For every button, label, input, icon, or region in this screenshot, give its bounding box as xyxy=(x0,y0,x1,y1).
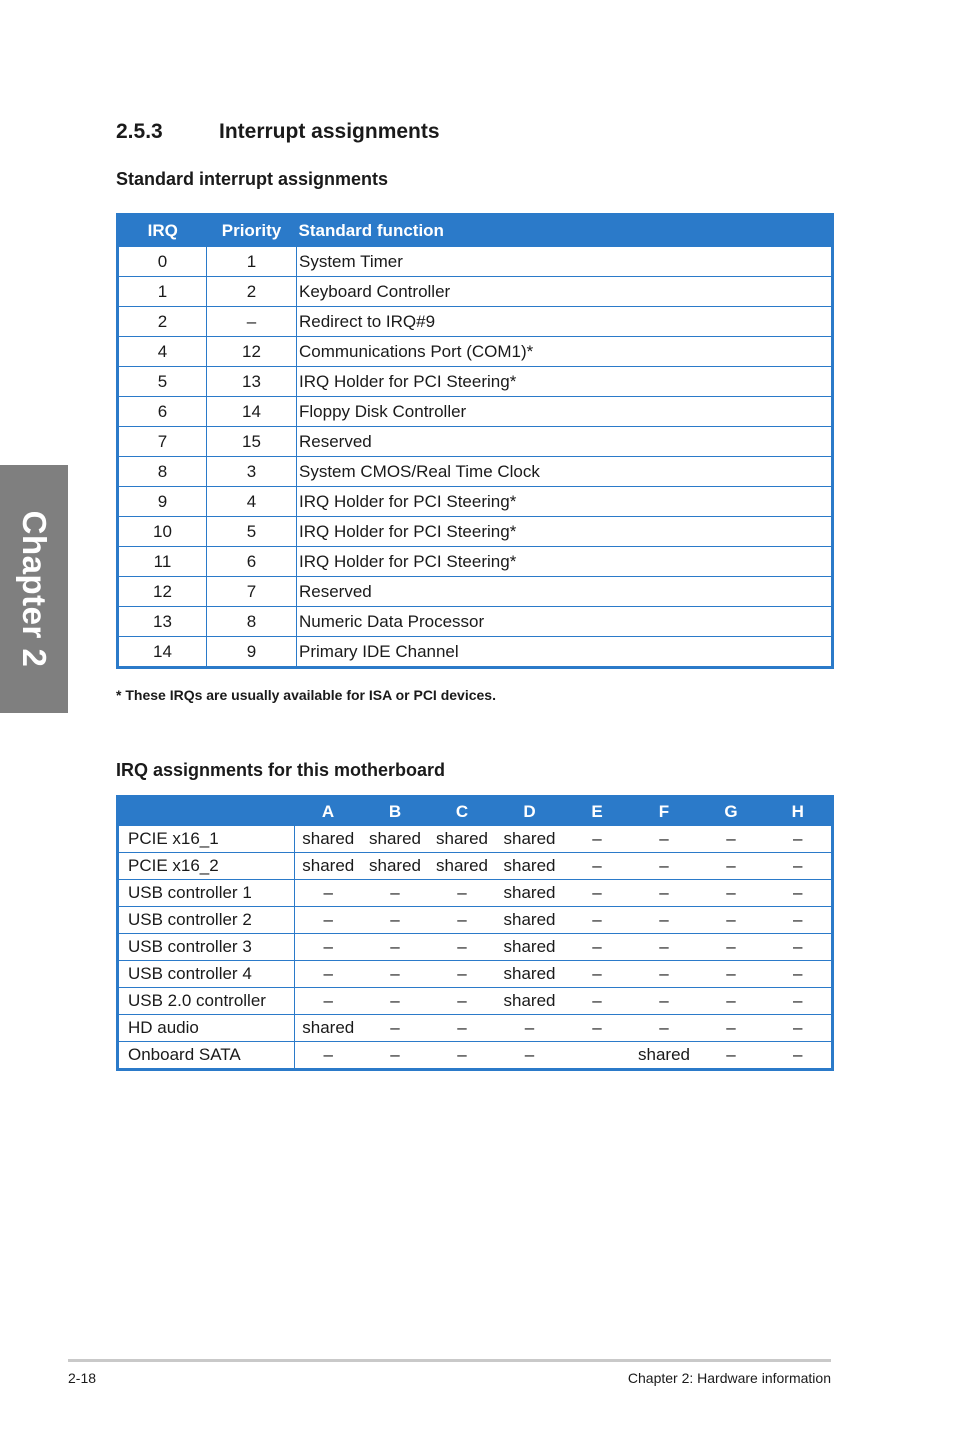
irq-cell: 9 xyxy=(118,487,207,517)
assignment-cell: – xyxy=(362,988,429,1015)
motherboard-heading: IRQ assignments for this motherboard xyxy=(116,760,446,780)
assignment-cell: shared xyxy=(429,853,496,880)
table-row xyxy=(118,853,833,880)
assignment-cell: – xyxy=(295,934,362,961)
assignment-cell: shared xyxy=(362,826,429,853)
table-row xyxy=(118,247,833,277)
table-row xyxy=(118,961,833,988)
irq-cell: 2 xyxy=(118,307,207,337)
device-cell: USB controller 2 xyxy=(118,907,295,934)
priority-cell: 1 xyxy=(207,247,297,277)
function-cell: System CMOS/Real Time Clock xyxy=(297,457,833,487)
function-cell: Redirect to IRQ#9 xyxy=(297,307,833,337)
page-number: 2-18 xyxy=(68,1370,97,1386)
priority-cell: 15 xyxy=(207,427,297,457)
assignment-cell: – xyxy=(631,880,698,907)
assignment-cell: – xyxy=(295,961,362,988)
assignment-cell: – xyxy=(496,1042,564,1070)
table-row xyxy=(118,988,833,1015)
column-header: F xyxy=(631,797,698,826)
assignment-cell: – xyxy=(698,880,765,907)
assignment-cell: – xyxy=(564,961,631,988)
table-row xyxy=(118,577,833,607)
assignment-cell: – xyxy=(429,988,496,1015)
assignment-cell: – xyxy=(631,826,698,853)
column-header: Standard function xyxy=(297,215,833,247)
assignment-cell: – xyxy=(429,1042,496,1070)
assignment-cell: – xyxy=(362,961,429,988)
assignment-cell: – xyxy=(429,880,496,907)
irq-cell: 5 xyxy=(118,367,207,397)
chapter-tab xyxy=(0,465,68,713)
table-row xyxy=(118,1015,833,1042)
section-number: 2.5.3 xyxy=(116,120,163,143)
assignment-cell: – xyxy=(698,907,765,934)
assignment-cell: – xyxy=(295,988,362,1015)
priority-cell: – xyxy=(207,307,297,337)
assignment-cell: – xyxy=(362,1015,429,1042)
irq-cell: 11 xyxy=(118,547,207,577)
section-title xyxy=(116,120,440,144)
assignment-cell: – xyxy=(765,934,833,961)
assignment-cell: – xyxy=(564,1015,631,1042)
section-title-text: Interrupt assignments xyxy=(219,120,440,143)
priority-cell: 8 xyxy=(207,607,297,637)
irq-cell: 14 xyxy=(118,637,207,668)
table-row xyxy=(118,607,833,637)
function-cell: IRQ Holder for PCI Steering* xyxy=(297,517,833,547)
priority-cell: 12 xyxy=(207,337,297,367)
priority-cell: 14 xyxy=(207,397,297,427)
assignment-cell: – xyxy=(429,1015,496,1042)
assignment-cell: – xyxy=(698,988,765,1015)
assignment-cell: – xyxy=(295,880,362,907)
standard-heading: Standard interrupt assignments xyxy=(116,169,389,189)
assignment-cell: – xyxy=(765,880,833,907)
priority-cell: 7 xyxy=(207,577,297,607)
assignment-cell: – xyxy=(698,1042,765,1070)
assignment-cell: – xyxy=(698,826,765,853)
column-header: Priority xyxy=(207,215,297,247)
function-cell: Primary IDE Channel xyxy=(297,637,833,668)
priority-cell: 5 xyxy=(207,517,297,547)
motherboard-irq-table xyxy=(116,795,834,1071)
function-cell: IRQ Holder for PCI Steering* xyxy=(297,487,833,517)
table-row xyxy=(118,547,833,577)
column-header: D xyxy=(496,797,564,826)
column-header: G xyxy=(698,797,765,826)
assignment-cell: shared xyxy=(295,1015,362,1042)
assignment-cell: – xyxy=(564,934,631,961)
assignment-cell: – xyxy=(631,907,698,934)
function-cell: Numeric Data Processor xyxy=(297,607,833,637)
device-cell: HD audio xyxy=(118,1015,295,1042)
device-cell: Onboard SATA xyxy=(118,1042,295,1070)
priority-cell: 4 xyxy=(207,487,297,517)
table-row xyxy=(118,457,833,487)
assignment-cell: – xyxy=(631,1015,698,1042)
assignment-cell: shared xyxy=(295,826,362,853)
assignment-cell: – xyxy=(429,961,496,988)
device-cell: USB controller 1 xyxy=(118,880,295,907)
function-cell: IRQ Holder for PCI Steering* xyxy=(297,367,833,397)
assignment-cell: – xyxy=(496,1015,564,1042)
function-cell: Reserved xyxy=(297,577,833,607)
assignment-cell: shared xyxy=(429,826,496,853)
assignment-cell xyxy=(564,1042,631,1070)
function-cell: Floppy Disk Controller xyxy=(297,397,833,427)
column-header: B xyxy=(362,797,429,826)
assignment-cell: shared xyxy=(631,1042,698,1070)
assignment-cell: – xyxy=(429,907,496,934)
device-cell: PCIE x16_1 xyxy=(118,826,295,853)
function-cell: IRQ Holder for PCI Steering* xyxy=(297,547,833,577)
assignment-cell: – xyxy=(765,1042,833,1070)
column-header: C xyxy=(429,797,496,826)
chapter-tab-label: Chapter 2 xyxy=(16,510,53,668)
assignment-cell: – xyxy=(564,907,631,934)
table-row xyxy=(118,277,833,307)
assignment-cell: – xyxy=(765,853,833,880)
device-cell: USB controller 4 xyxy=(118,961,295,988)
function-cell: Reserved xyxy=(297,427,833,457)
assignment-cell: – xyxy=(765,907,833,934)
assignment-cell: – xyxy=(362,934,429,961)
standard-interrupt-table xyxy=(116,213,834,669)
assignment-cell: – xyxy=(698,853,765,880)
function-cell: System Timer xyxy=(297,247,833,277)
column-header xyxy=(118,797,295,826)
assignment-cell: – xyxy=(362,880,429,907)
device-cell: USB controller 3 xyxy=(118,934,295,961)
assignment-cell: – xyxy=(765,1015,833,1042)
irq-cell: 6 xyxy=(118,397,207,427)
assignment-cell: – xyxy=(765,826,833,853)
priority-cell: 13 xyxy=(207,367,297,397)
column-header: IRQ xyxy=(118,215,207,247)
table-row xyxy=(118,826,833,853)
table-row xyxy=(118,307,833,337)
assignment-cell: shared xyxy=(496,907,564,934)
assignment-cell: shared xyxy=(496,826,564,853)
irq-cell: 8 xyxy=(118,457,207,487)
assignment-cell: shared xyxy=(496,961,564,988)
irq-cell: 7 xyxy=(118,427,207,457)
priority-cell: 2 xyxy=(207,277,297,307)
column-header: A xyxy=(295,797,362,826)
table-row xyxy=(118,637,833,668)
footer-chapter: Chapter 2: Hardware information xyxy=(627,1370,831,1386)
assignment-cell: – xyxy=(698,961,765,988)
assignment-cell: – xyxy=(698,934,765,961)
assignment-cell: shared xyxy=(496,934,564,961)
assignment-cell: shared xyxy=(496,853,564,880)
assignment-cell: – xyxy=(564,880,631,907)
table-row xyxy=(118,907,833,934)
assignment-cell: shared xyxy=(496,988,564,1015)
table-row xyxy=(118,1042,833,1070)
irq-cell: 4 xyxy=(118,337,207,367)
table-row xyxy=(118,517,833,547)
irq-cell: 0 xyxy=(118,247,207,277)
assignment-cell: – xyxy=(631,934,698,961)
priority-cell: 9 xyxy=(207,637,297,668)
device-cell: PCIE x16_2 xyxy=(118,853,295,880)
irq-cell: 10 xyxy=(118,517,207,547)
assignment-cell: – xyxy=(564,853,631,880)
footnote: * These IRQs are usually available for ISA or PCI devices. xyxy=(116,687,496,703)
assignment-cell: shared xyxy=(295,853,362,880)
priority-cell: 6 xyxy=(207,547,297,577)
assignment-cell: – xyxy=(631,853,698,880)
assignment-cell: – xyxy=(698,1015,765,1042)
assignment-cell: – xyxy=(295,907,362,934)
assignment-cell: – xyxy=(429,934,496,961)
table-row xyxy=(118,337,833,367)
table-row xyxy=(118,934,833,961)
table-row xyxy=(118,367,833,397)
assignment-cell: – xyxy=(631,988,698,1015)
assignment-cell: – xyxy=(564,826,631,853)
priority-cell: 3 xyxy=(207,457,297,487)
device-cell: USB 2.0 controller xyxy=(118,988,295,1015)
column-header: H xyxy=(765,797,833,826)
table-row xyxy=(118,397,833,427)
table-row xyxy=(118,880,833,907)
assignment-cell: – xyxy=(631,961,698,988)
assignment-cell: – xyxy=(362,907,429,934)
assignment-cell: shared xyxy=(362,853,429,880)
irq-cell: 1 xyxy=(118,277,207,307)
assignment-cell: – xyxy=(362,1042,429,1070)
assignment-cell: – xyxy=(765,961,833,988)
assignment-cell: shared xyxy=(496,880,564,907)
assignment-cell: – xyxy=(765,988,833,1015)
footer-rule xyxy=(68,1359,831,1362)
function-cell: Keyboard Controller xyxy=(297,277,833,307)
function-cell: Communications Port (COM1)* xyxy=(297,337,833,367)
irq-cell: 12 xyxy=(118,577,207,607)
table-row xyxy=(118,427,833,457)
irq-cell: 13 xyxy=(118,607,207,637)
assignment-cell: – xyxy=(295,1042,362,1070)
table-row xyxy=(118,487,833,517)
assignment-cell: – xyxy=(564,988,631,1015)
column-header: E xyxy=(564,797,631,826)
